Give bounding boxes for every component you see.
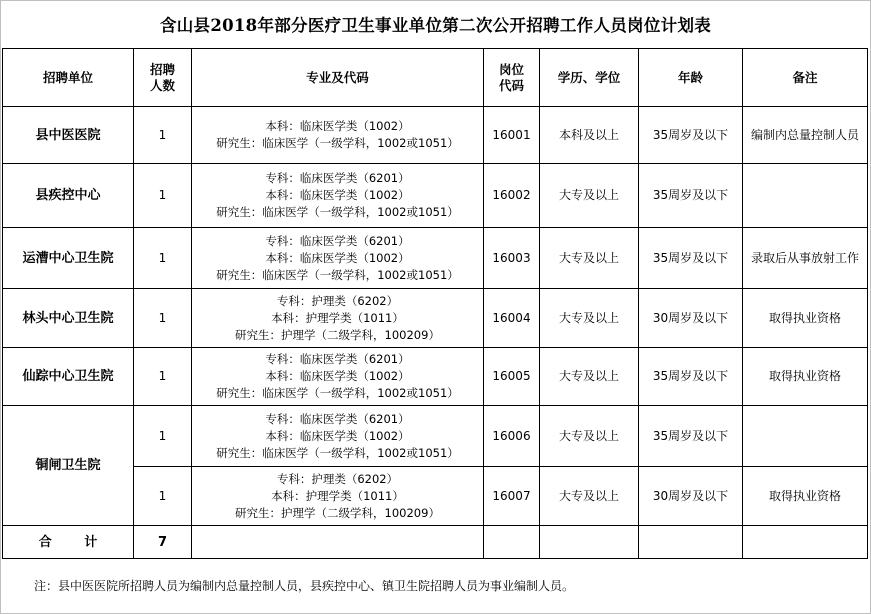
- major-cell: [192, 348, 484, 406]
- page-title: 含山县2018年部分医疗卫生事业单位第二次公开招聘工作人员岗位计划表: [159, 16, 712, 35]
- header-code-line1: 岗位: [498, 61, 524, 77]
- major-line: 专科：护理类（6202）: [276, 293, 399, 308]
- unit-cell: 县疾控中心: [3, 164, 134, 228]
- remark-cell: [743, 406, 868, 467]
- age-cell: 30周岁及以下: [639, 289, 743, 348]
- major-line: 本科：临床医学类（1002）: [265, 369, 410, 383]
- total-label: 合 计: [3, 526, 134, 559]
- major-line: 研究生：临床医学（一级学科，1002或1051）: [216, 386, 459, 400]
- age-cell: 35周岁及以下: [639, 107, 743, 164]
- header-major: 专业及代码: [192, 49, 484, 107]
- age-cell: 30周岁及以下: [639, 467, 743, 526]
- age-cell: 35周岁及以下: [639, 228, 743, 289]
- education-cell: 大专及以上: [540, 406, 639, 467]
- major-line: 研究生：临床医学（一级学科，1002或1051）: [216, 267, 459, 282]
- header-count-line1: 招聘: [149, 61, 175, 77]
- unit-cell: 运漕中心卫生院: [3, 228, 134, 289]
- header-unit: 招聘单位: [3, 49, 134, 107]
- major-cell: [192, 164, 484, 228]
- code-cell: 16002: [484, 164, 540, 228]
- major-line: 本科：临床医学类（1002）: [265, 188, 410, 202]
- education-cell: 大专及以上: [540, 348, 639, 406]
- major-line: 研究生：临床医学（一级学科，1002或1051）: [216, 205, 459, 219]
- count-cell: 1: [134, 289, 192, 348]
- footnote: 注：县中医医院所招聘人员为编制内总量控制人员，县疾控中心、镇卫生院招聘人员为事业编制人员。: [34, 579, 575, 593]
- table-header-row: [3, 49, 868, 107]
- table-row: [3, 228, 868, 289]
- major-line: 研究生：护理学（二级学科，100209）: [235, 505, 440, 520]
- major-cell: [192, 228, 484, 289]
- count-cell: 1: [134, 348, 192, 406]
- major-line: 本科：护理学类（1011）: [271, 310, 404, 325]
- remark-cell: 编制内总量控制人员: [743, 107, 868, 164]
- count-cell: 1: [134, 228, 192, 289]
- header-remark: 备注: [743, 49, 868, 107]
- age-cell: 35周岁及以下: [639, 348, 743, 406]
- remark-cell: [743, 164, 868, 228]
- count-cell: 1: [134, 107, 192, 164]
- header-code: [484, 49, 540, 107]
- major-line: 专科：临床医学类（6201）: [265, 233, 410, 248]
- table-row: [3, 289, 868, 348]
- count-cell: 1: [134, 406, 192, 467]
- header-age: 年龄: [639, 49, 743, 107]
- empty-cell: [743, 526, 868, 559]
- education-cell: 本科及以上: [540, 107, 639, 164]
- recruitment-plan-table: [2, 48, 868, 559]
- education-cell: 大专及以上: [540, 164, 639, 228]
- major-line: 研究生：临床医学（一级学科，1002或1051）: [216, 136, 459, 150]
- header-count-line2: 人数: [149, 77, 175, 93]
- unit-cell: 仙踪中心卫生院: [3, 348, 134, 406]
- major-line: 本科：护理学类（1011）: [271, 488, 404, 503]
- major-line: 研究生：护理学（二级学科，100209）: [235, 327, 440, 342]
- major-cell: [192, 289, 484, 348]
- code-cell: 16001: [484, 107, 540, 164]
- major-cell: [192, 467, 484, 526]
- code-cell: 16004: [484, 289, 540, 348]
- major-line: 本科：临床医学类（1002）: [265, 250, 410, 265]
- unit-cell: 铜闸卫生院: [3, 406, 134, 526]
- code-cell: 16005: [484, 348, 540, 406]
- code-cell: 16006: [484, 406, 540, 467]
- major-line: 本科：临床医学类（1002）: [265, 119, 410, 133]
- unit-cell: 林头中心卫生院: [3, 289, 134, 348]
- remark-cell: 取得执业资格: [743, 348, 868, 406]
- major-line: 专科：临床医学类（6201）: [265, 171, 410, 185]
- education-cell: 大专及以上: [540, 228, 639, 289]
- code-cell: 16007: [484, 467, 540, 526]
- total-row: [3, 526, 868, 559]
- major-line: 专科：临床医学类（6201）: [265, 352, 410, 366]
- count-cell: 1: [134, 467, 192, 526]
- code-cell: 16003: [484, 228, 540, 289]
- header-education: 学历、学位: [540, 49, 639, 107]
- empty-cell: [540, 526, 639, 559]
- education-cell: 大专及以上: [540, 467, 639, 526]
- table-row: [3, 348, 868, 406]
- empty-cell: [192, 526, 484, 559]
- table-row: [3, 406, 868, 467]
- empty-cell: [639, 526, 743, 559]
- remark-cell: 录取后从事放射工作: [743, 228, 868, 289]
- empty-cell: [484, 526, 540, 559]
- unit-cell: 县中医医院: [3, 107, 134, 164]
- total-count: 7: [134, 526, 192, 559]
- table-row: [3, 107, 868, 164]
- major-line: 专科：护理类（6202）: [276, 471, 399, 486]
- count-cell: 1: [134, 164, 192, 228]
- education-cell: 大专及以上: [540, 289, 639, 348]
- remark-cell: 取得执业资格: [743, 467, 868, 526]
- major-cell: [192, 406, 484, 467]
- major-line: 专科：临床医学类（6201）: [265, 411, 410, 426]
- major-line: 本科：临床医学类（1002）: [265, 428, 410, 443]
- header-code-line2: 代码: [498, 77, 524, 93]
- major-line: 研究生：临床医学（一级学科，1002或1051）: [216, 445, 459, 460]
- header-count: [134, 49, 192, 107]
- remark-cell: 取得执业资格: [743, 289, 868, 348]
- table-row: [3, 164, 868, 228]
- age-cell: 35周岁及以下: [639, 164, 743, 228]
- major-cell: [192, 107, 484, 164]
- age-cell: 35周岁及以下: [639, 406, 743, 467]
